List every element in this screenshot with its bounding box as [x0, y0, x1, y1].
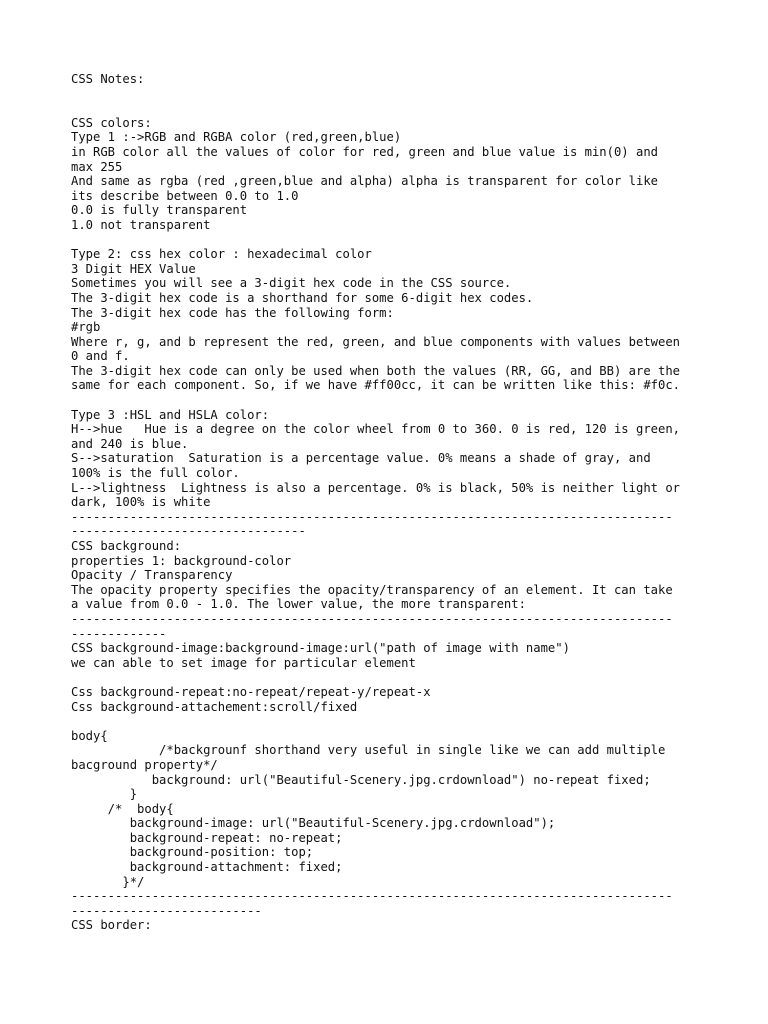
- code-line: body{: [71, 728, 108, 743]
- separator-line: ----------------------------------------------------------------------------------: [71, 611, 673, 626]
- blank-line: [71, 714, 701, 729]
- text-line: max 255: [71, 159, 123, 174]
- code-line: /*backgrounf shorthand very useful in single like we can add multiple: [71, 743, 666, 758]
- code-line: background-attachment: fixed;: [71, 860, 343, 875]
- code-line: bacground property*/: [71, 757, 218, 772]
- text-line: 3 Digit HEX Value: [71, 261, 196, 276]
- text-line: in RGB color all the values of color for red, green and blue value is min(0) and: [71, 144, 658, 159]
- code-line: background-image: url("Beautiful-Scenery.jpg.crdownload");: [71, 816, 556, 831]
- text-line: The opacity property specifies the opacity/transparency of an element. It can take: [71, 582, 673, 597]
- text-line: 1.0 not transparent: [71, 217, 211, 232]
- text-line: Type 3 :HSL and HSLA color:: [71, 407, 270, 422]
- code-line: background: url("Beautiful-Scenery.jpg.crdownload") no-repeat fixed;: [71, 772, 651, 787]
- code-line: background-repeat: no-repeat;: [71, 830, 343, 845]
- text-line: The 3-digit hex code can only be used when both the values (RR, GG, and BB) are the: [71, 363, 681, 378]
- code-line: }*/: [71, 874, 145, 889]
- text-line: we can able to set image for particular element: [71, 655, 416, 670]
- blank-line: [71, 101, 701, 116]
- text-line: #rgb: [71, 320, 101, 335]
- section-heading-border: CSS border:: [71, 918, 152, 933]
- text-line: a value from 0.0 - 1.0. The lower value, the more transparent:: [71, 597, 526, 612]
- text-line: The 3-digit hex code has the following form:: [71, 305, 394, 320]
- text-line: CSS background-image:background-image:url("path of image with name"): [71, 641, 570, 656]
- text-line: same for each component. So, if we have #ff00cc, it can be written like this: #f0c.: [71, 378, 681, 393]
- blank-line: [71, 233, 701, 248]
- text-line: H-->hue Hue is a degree on the color wheel from 0 to 360. 0 is red, 120 is green,: [71, 422, 681, 437]
- text-line: 0 and f.: [71, 349, 130, 364]
- separator-line: ----------------------------------------------------------------------------------: [71, 889, 673, 904]
- text-line: And same as rgba (red ,green,blue and alpha) alpha is transparent for color like: [71, 174, 658, 189]
- section-heading-background: CSS background:: [71, 539, 182, 553]
- text-line: Css background-attachement:scroll/fixed: [71, 699, 358, 714]
- blank-line: [71, 87, 701, 102]
- separator-line: --------------------------: [71, 903, 262, 918]
- text-line: Sometimes you will see a 3-digit hex code in the CSS source.: [71, 276, 512, 291]
- text-line: its describe between 0.0 to 1.0: [71, 188, 299, 203]
- text-line: 0.0 is fully transparent: [71, 203, 248, 218]
- section-heading-colors: CSS colors:: [71, 115, 152, 130]
- code-line: /* body{: [71, 801, 174, 816]
- text-line: Where r, g, and b represent the red, green, and blue components with values between: [71, 334, 681, 349]
- separator-line: ----------------------------------------------------------------------------------: [71, 509, 673, 524]
- code-line: background-position: top;: [71, 845, 314, 860]
- text-line: and 240 is blue.: [71, 436, 189, 451]
- text-line: Opacity / Transparency: [71, 568, 233, 583]
- separator-line: --------------------------------: [71, 524, 306, 539]
- text-line: S-->saturation Saturation is a percentage value. 0% means a shade of gray, and: [71, 451, 651, 466]
- blank-line: [71, 393, 701, 408]
- text-line: 100% is the full color.: [71, 466, 240, 481]
- blank-line: [71, 670, 701, 685]
- separator-line: -------------: [71, 626, 167, 641]
- text-line: Css background-repeat:no-repeat/repeat-y/repeat-x: [71, 684, 431, 699]
- text-line: properties 1: background-color: [71, 553, 292, 568]
- text-line: Type 1 :->RGB and RGBA color (red,green,blue): [71, 130, 402, 145]
- document-title: CSS Notes:: [71, 72, 145, 86]
- text-line: L-->lightness Lightness is also a percentage. 0% is black, 50% is neither light or: [71, 480, 681, 495]
- text-line: dark, 100% is white: [71, 495, 211, 510]
- text-line: The 3-digit hex code is a shorthand for some 6-digit hex codes.: [71, 290, 534, 305]
- text-line: Type 2: css hex color : hexadecimal color: [71, 247, 372, 262]
- document-page: [71, 72, 701, 933]
- code-line: }: [71, 787, 138, 802]
